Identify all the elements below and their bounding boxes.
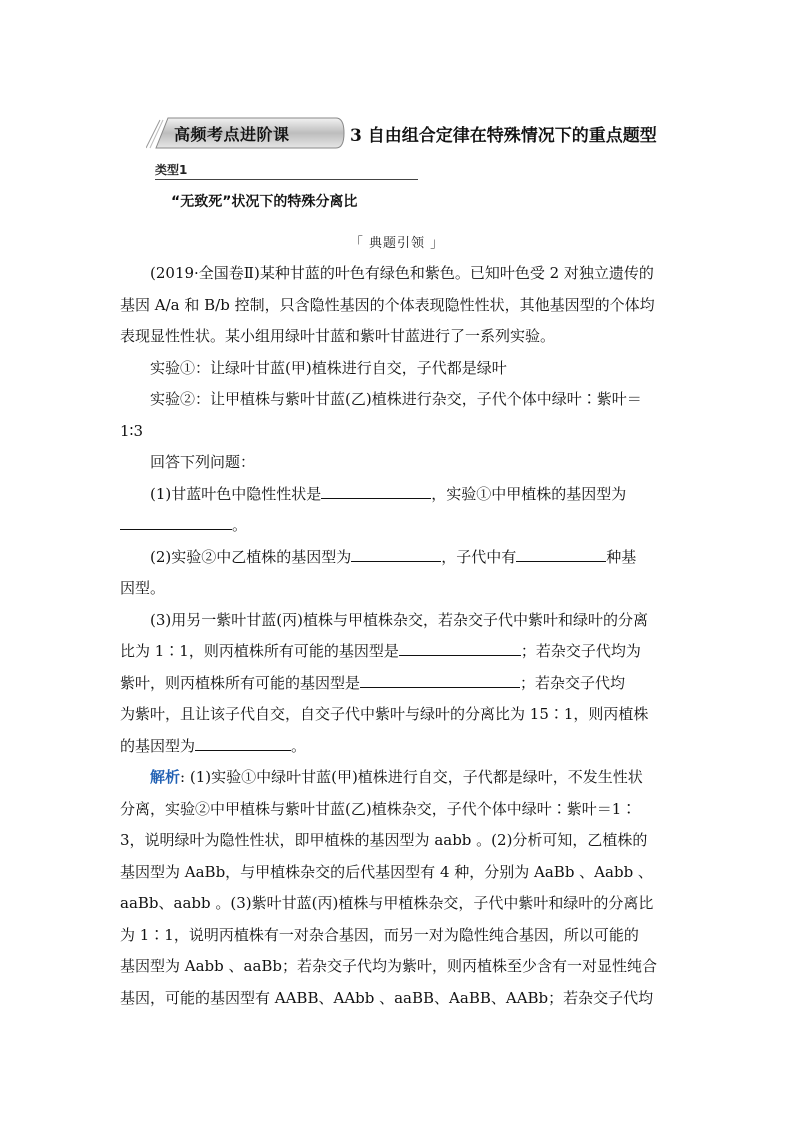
answer-blank-7[interactable]	[195, 732, 291, 751]
analysis-line: 分离，实验②中甲植株与紫叶甘蓝(乙)植株杂交，子代个体中绿叶∶紫叶＝1∶	[120, 799, 637, 818]
analysis-line: 基因型为 Aabb 、aaBb；若杂交子代均为紫叶，则丙植株至少含有一对显性纯合	[120, 957, 658, 975]
badge-label: 高频考点进阶课	[174, 125, 290, 144]
example-heading: 「 典题引领 」	[349, 236, 445, 251]
analysis-line: aaBb、aabb 。(3)紫叶甘蓝(丙)植株与甲植株杂交，子代中紫叶和绿叶的分离比	[120, 894, 654, 912]
question-3: (3)用另一紫叶甘蓝(丙)植株与甲植株杂交，若杂交子代中紫叶和绿叶的分离	[150, 610, 648, 629]
answer-prompt: 回答下列问题：	[150, 453, 256, 471]
question-3-line3: 紫叶，则丙植株所有可能的基因型是 ；若杂交子代均	[120, 668, 676, 700]
experiment-2: 实验②：让甲植株与紫叶甘蓝(乙)植株进行杂交，子代个体中绿叶∶紫叶＝	[150, 390, 642, 408]
analysis-line: 基因型为 AaBb，与甲植株杂交的后代基因型有 4 种，分别为 AaBb 、Aabb 、	[120, 862, 653, 881]
answer-blank-4[interactable]	[516, 543, 606, 562]
lesson-badge	[146, 114, 346, 152]
experiment-2-ratio: 1∶3	[120, 421, 143, 440]
question-line: 表现显性性状。某小组用绿叶甘蓝和紫叶甘蓝进行了一系列实验。	[120, 327, 556, 345]
analysis-line: 基因，可能的基因型有 AABB、AAbb 、aaBB、AaBB、AABb；若杂交子代均	[120, 988, 654, 1007]
question-3-line5: 的基因型为 。	[120, 731, 676, 763]
answer-blank-3[interactable]	[351, 543, 441, 562]
analysis-line: 为 1∶1，说明丙植株有一对杂合基因，而另一对为隐性纯合基因，所以可能的	[120, 925, 639, 944]
section-title: “无致死”状况下的特殊分离比	[171, 194, 358, 210]
answer-blank-1[interactable]	[321, 480, 431, 499]
question-body	[120, 258, 676, 1014]
analysis-label: 解析	[150, 768, 181, 786]
answer-blank-5[interactable]	[399, 637, 521, 656]
analysis-line: 解析: (1)实验①中绿叶甘蓝(甲)植株进行自交，子代都是绿叶，不发生性状	[150, 768, 643, 786]
question-2-cont: 因型。	[120, 579, 166, 597]
question-3-line4: 为紫叶，且让该子代自交，自交子代中紫叶与绿叶的分离比为 15∶1，则丙植株	[120, 705, 649, 723]
question-1: (1)甘蓝叶色中隐性性状是 ，实验①中甲植株的基因型为	[120, 479, 676, 511]
question-line: (2019·全国卷Ⅱ)某种甘蓝的叶色有绿色和紫色。已知叶色受 2 对独立遗传的	[150, 264, 654, 282]
type-divider	[155, 179, 418, 180]
question-1-cont: 。	[120, 510, 676, 542]
lesson-title: 3 自由组合定律在特殊情况下的重点题型	[350, 125, 657, 146]
answer-blank-2[interactable]	[120, 511, 232, 530]
analysis-line: 3，说明绿叶为隐性性状，即甲植株的基因型为 aabb 。(2)分析可知，乙植株的	[120, 831, 648, 849]
lesson-banner	[146, 113, 657, 153]
question-line: 基因 A/a 和 B/b 控制，只含隐性基因的个体表现隐性性状，其他基因型的个体均	[120, 295, 655, 314]
experiment-1: 实验①：让绿叶甘蓝(甲)植株进行自交，子代都是绿叶	[150, 358, 507, 377]
answer-blank-6[interactable]	[360, 669, 520, 688]
question-3-line2: 比为 1∶1，则丙植株所有可能的基因型是 ；若杂交子代均为	[120, 636, 676, 668]
type-label: 类型1	[155, 163, 188, 177]
question-2: (2)实验②中乙植株的基因型为 ，子代中有 种基	[120, 542, 676, 574]
